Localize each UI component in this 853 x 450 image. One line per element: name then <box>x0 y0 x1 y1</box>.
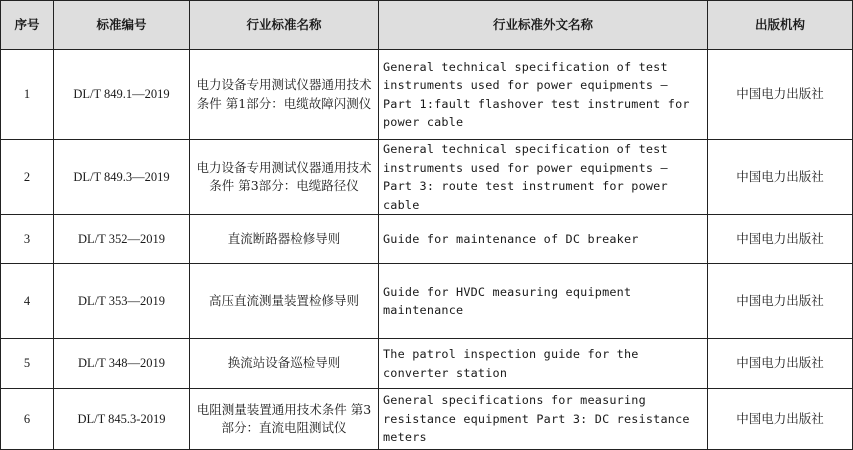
row-standard-code: DL/T 353—2019 <box>54 264 190 339</box>
row-standard-name-en: General specifications for measuring resistance equipment Part 3: DC resistance meters <box>379 389 708 450</box>
table-row <box>1 215 853 264</box>
table-header <box>1 1 853 50</box>
row-publisher: 中国电力出版社 <box>708 389 853 450</box>
row-standard-name-en: General technical specification of test instruments used for power equipments — Part 1:fault flashover test instrument for power cable <box>379 50 708 140</box>
row-index: 6 <box>1 389 54 450</box>
row-index: 5 <box>1 339 54 389</box>
row-standard-name-en: The patrol inspection guide for the converter station <box>379 339 708 389</box>
row-standard-name-cn: 电力设备专用测试仪器通用技术条件 第3部分：电缆路径仪 <box>190 140 379 215</box>
row-standard-name-cn: 电力设备专用测试仪器通用技术条件 第1部分：电缆故障闪测仪 <box>190 50 379 140</box>
header-publisher: 出版机构 <box>708 1 853 50</box>
row-publisher: 中国电力出版社 <box>708 215 853 264</box>
row-index: 4 <box>1 264 54 339</box>
row-standard-name-en: General technical specification of test instruments used for power equipments — Part 3: route test instrument for power cable <box>379 140 708 215</box>
row-standard-name-cn: 高压直流测量装置检修导则 <box>190 264 379 339</box>
row-publisher: 中国电力出版社 <box>708 140 853 215</box>
header-standard-name-en: 行业标准外文名称 <box>379 1 708 50</box>
row-standard-name-cn: 直流断路器检修导则 <box>190 215 379 264</box>
row-index: 2 <box>1 140 54 215</box>
table-row <box>1 264 853 339</box>
table-body <box>1 50 853 450</box>
table-row <box>1 389 853 450</box>
row-standard-code: DL/T 845.3-2019 <box>54 389 190 450</box>
header-index: 序号 <box>1 1 54 50</box>
row-standard-code: DL/T 849.3—2019 <box>54 140 190 215</box>
row-standard-name-cn: 电阻测量装置通用技术条件 第3部分：直流电阻测试仪 <box>190 389 379 450</box>
row-index: 3 <box>1 215 54 264</box>
row-index: 1 <box>1 50 54 140</box>
header-standard-name-cn: 行业标准名称 <box>190 1 379 50</box>
row-standard-name-cn: 换流站设备巡检导则 <box>190 339 379 389</box>
table-row <box>1 50 853 140</box>
header-standard-code: 标准编号 <box>54 1 190 50</box>
row-standard-name-en: Guide for HVDC measuring equipment maintenance <box>379 264 708 339</box>
row-standard-code: DL/T 348—2019 <box>54 339 190 389</box>
row-publisher: 中国电力出版社 <box>708 339 853 389</box>
row-publisher: 中国电力出版社 <box>708 264 853 339</box>
table-row <box>1 140 853 215</box>
header-row <box>1 1 853 50</box>
row-publisher: 中国电力出版社 <box>708 50 853 140</box>
table-row <box>1 339 853 389</box>
row-standard-name-en: Guide for maintenance of DC breaker <box>379 215 708 264</box>
row-standard-code: DL/T 849.1—2019 <box>54 50 190 140</box>
row-standard-code: DL/T 352—2019 <box>54 215 190 264</box>
